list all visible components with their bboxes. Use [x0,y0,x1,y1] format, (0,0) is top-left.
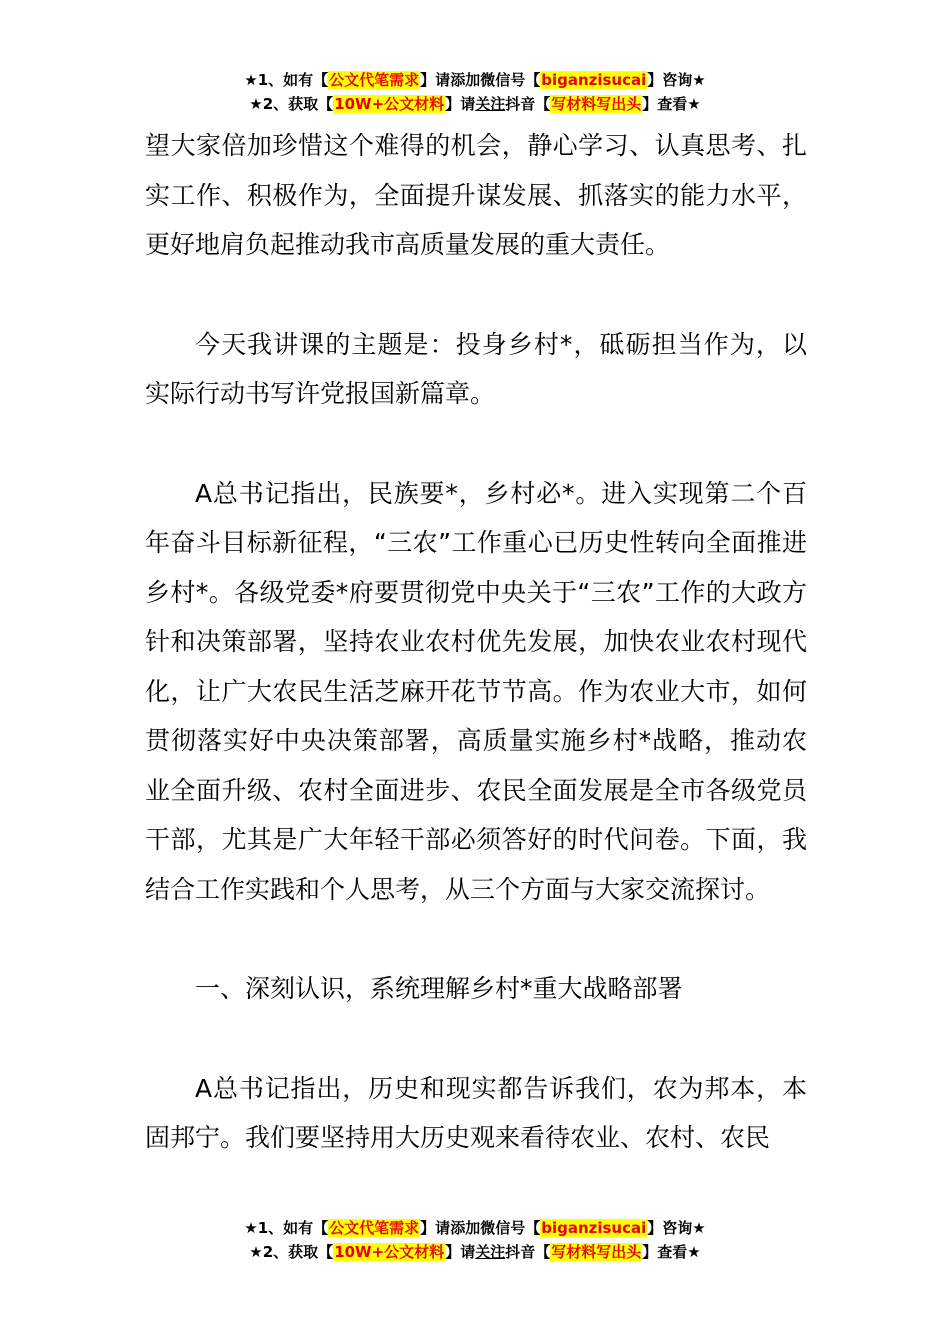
banner-highlight-service: 公文代笔需求 [329,1219,420,1237]
banner-emphasis: 关注 [475,1243,506,1261]
banner-text: ★2、获取【 [249,1243,334,1261]
banner-text: 微信号【 [480,71,541,89]
header-banner [0,68,950,116]
banner-highlight-wechat-id: biganzisucai [541,71,647,89]
paragraph-spacer [145,270,807,320]
banner-highlight-materials: 10W+公文材料 [334,95,445,113]
paragraph-spacer [145,419,807,469]
paragraph-intro-continuation: 望大家倍加珍惜这个难得的机会，静心学习、认真思考、扎实工作、积极作为，全面提升谋发展、抓落实的能力水平，更好地肩负起推动我市高质量发展的重大责任。 [145,131,807,259]
banner-text: 微信号【 [480,1219,541,1237]
footer-banner [0,1216,950,1264]
banner-text: ★1、如有【 [244,71,329,89]
banner-text: 】咨询★ [647,71,706,89]
banner-highlight-service: 公文代笔需求 [329,71,420,89]
banner-text: 】请 [420,1219,451,1237]
banner-highlight-douyin-account: 写材料写出头 [551,95,642,113]
banner-text: 】请 [445,95,476,113]
paragraph-section-1-start: A总书记指出，历史和现实都告诉我们，农为邦本，本固邦宁。我们要坚持用大历史观来看待农业、农村、农民 [145,1073,807,1152]
banner-text: 抖音【 [505,1243,551,1261]
banner-text: 】咨询★ [647,1219,706,1237]
banner-text: 】查看★ [642,95,701,113]
banner-emphasis: 添加 [450,1219,481,1237]
banner-highlight-materials: 10W+公文材料 [334,1243,445,1261]
paragraph-quote: A总书记指出，民族要*，乡村必*。进入实现第二个百年奋斗目标新征程，“三农”工作重心已历史性转向全面推进乡村*。各级党委*府要贯彻党中央关于“三农”工作的大政方针和决策部署，坚持农业农村优先发展，加快农业农村现代化，让广大农民生活芝麻开花节节高。作为农业大市，如何贯彻落实好中央决策部署，高质量实施乡村*战略，推动农业全面升级、农村全面进步、农民全面发展是全市各级党员干部，尤其是广大年轻干部必须答好的时代问卷。下面，我结合工作实践和个人思考，从三个方面与大家交流探讨。 [145,478,807,904]
banner-text: 】请 [420,71,451,89]
paragraph-spacer [145,1014,807,1064]
header-banner-line-2 [0,92,950,116]
banner-text: ★2、获取【 [249,95,334,113]
banner-text: 抖音【 [505,95,551,113]
paragraph-spacer [145,914,807,964]
footer-banner-line-1 [0,1216,950,1240]
banner-text: 】查看★ [642,1243,701,1261]
document-body [145,121,807,1163]
banner-text: 】请 [445,1243,476,1261]
section-heading-1: 一、深刻认识，系统理解乡村*重大战略部署 [195,974,683,1003]
paragraph-theme: 今天我讲课的主题是：投身乡村*，砥砺担当作为，以实际行动书写许党报国新篇章。 [145,329,807,408]
header-banner-line-1 [0,68,950,92]
banner-text: ★1、如有【 [244,1219,329,1237]
banner-highlight-wechat-id: biganzisucai [541,1219,647,1237]
banner-emphasis: 添加 [450,71,481,89]
footer-banner-line-2 [0,1240,950,1264]
banner-emphasis: 关注 [475,95,506,113]
banner-highlight-douyin-account: 写材料写出头 [551,1243,642,1261]
